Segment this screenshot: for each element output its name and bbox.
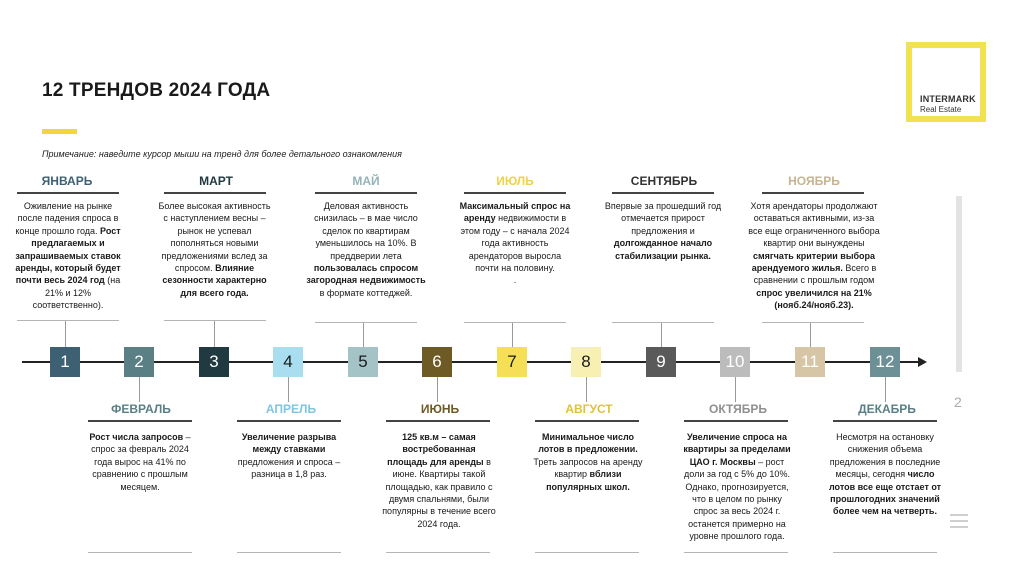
connector-oct — [735, 377, 736, 402]
trend-number: 6 — [432, 352, 442, 371]
underline-jul — [464, 192, 566, 194]
bottomline-oct — [684, 552, 788, 553]
underline-mar — [164, 192, 266, 194]
connector-nov — [810, 322, 811, 347]
trend-box-2[interactable] — [124, 347, 154, 377]
trend-number: 5 — [358, 352, 368, 371]
trend-box-8[interactable] — [571, 347, 601, 377]
connector-apr — [288, 377, 289, 402]
page-title: 12 ТРЕНДОВ 2024 ГОДА — [42, 80, 271, 101]
bottomline-jun — [386, 552, 490, 553]
underline-nov — [762, 192, 864, 194]
bottomline-mar — [164, 320, 266, 321]
month-dec: ДЕКАБРЬ — [858, 402, 916, 416]
connector-jan — [65, 320, 66, 347]
trend-number: 2 — [134, 352, 144, 371]
underline-jun — [386, 420, 490, 422]
connector-aug — [586, 377, 587, 402]
month-feb: ФЕВРАЛЬ — [111, 402, 171, 416]
desc-jan: Оживление на рынке после падения спроса в конце прошло года. Рост предлагаемых и запрашиваемых ставок аренды, который будет почти весь 2024 год (на 21% и 12% соответственно). — [15, 201, 121, 311]
timeline-axis — [22, 361, 920, 363]
trend-box-7[interactable] — [497, 347, 527, 377]
trend-box-6[interactable] — [422, 347, 452, 377]
month-jan: ЯНВАРЬ — [41, 174, 93, 188]
bottomline-apr — [237, 552, 341, 553]
trend-number: 10 — [725, 352, 745, 371]
underline-may — [315, 192, 417, 194]
trend-box-12[interactable] — [870, 347, 900, 377]
desc-jul: Максимальный спрос на аренду недвижимости в этом году – с начала 2024 года активность арендаторов выросла почти на половину. . — [459, 201, 571, 286]
month-jun: ИЮНЬ — [420, 402, 460, 416]
desc-mar: Более высокая активность с наступлением весны – рынок не успевал пополняться новыми предложениями вслед за спросом. Влияние сезонности характерно для всего года. — [158, 201, 271, 298]
month-sep: СЕНТЯБРЬ — [630, 174, 698, 188]
intermark-logo — [906, 42, 986, 122]
month-may: МАЙ — [352, 174, 380, 188]
connector-may — [363, 322, 364, 347]
trend-number: 7 — [507, 352, 517, 371]
trend-box-10[interactable] — [720, 347, 750, 377]
trend-number: 1 — [60, 352, 70, 371]
bottomline-sep — [612, 322, 714, 323]
desc-aug: Минимальное число лотов в предложении. Треть запросов на аренду квартир вблизи популярных школ. — [533, 432, 643, 492]
month-mar: МАРТ — [199, 174, 233, 188]
underline-apr — [237, 420, 341, 422]
bottomline-nov — [762, 322, 864, 323]
bottomline-may — [315, 322, 417, 323]
bottomline-jul — [464, 322, 566, 323]
month-aug: АВГУСТ — [565, 402, 613, 416]
trend-number: 8 — [581, 352, 591, 371]
timeline-arrow-icon — [918, 357, 927, 367]
desc-may: Деловая активность снизилась – в мае число сделок по квартирам уменьшилось на 10%. В преддверии лета пользовалась спросом загородная недвижимость в формате коттеджей. — [306, 201, 426, 298]
underline-oct — [684, 420, 788, 422]
underline-sep — [612, 192, 714, 194]
underline-dec — [833, 420, 937, 422]
trend-box-11[interactable] — [795, 347, 825, 377]
scrollbar[interactable] — [956, 196, 962, 372]
bottomline-jan — [17, 320, 119, 321]
month-jul: ИЮЛЬ — [496, 174, 534, 188]
bottomline-aug — [535, 552, 639, 553]
trend-box-9[interactable] — [646, 347, 676, 377]
logo-line2: Real Estate — [920, 105, 962, 114]
desc-feb: Рост числа запросов – спрос за февраль 2024 года вырос на 41% по сравнению с прошлым месяцем. — [89, 432, 191, 492]
month-apr: АПРЕЛЬ — [265, 402, 317, 416]
menu-icon[interactable] — [950, 514, 968, 532]
connector-jul — [512, 322, 513, 347]
connector-jun — [437, 377, 438, 402]
underline-jan — [17, 192, 119, 194]
page-number: 2 — [954, 394, 962, 410]
underline-aug — [535, 420, 639, 422]
logo-line1: INTERMARK — [920, 94, 976, 104]
trend-number: 4 — [283, 352, 293, 371]
desc-oct: Увеличение спроса на квартиры за пределами ЦАО г. Москвы – рост доли за год с 5% до 10%. Однако, прогнозируется, что в целом по рынку спрос за весь 2024 г. останется примерно на уровне прошлого года. — [683, 432, 791, 542]
desc-apr: Увеличение разрыва между ставками предложения и спроса – разница в 1,8 раз. — [237, 432, 341, 480]
title-accent-bar — [42, 129, 77, 134]
trend-box-5[interactable] — [348, 347, 378, 377]
desc-jun: 125 кв.м – самая востребованная площадь для аренды в июне. Квартиры такой площадью, как правило с двумя спальнями, были популярны в течение всего 2024 года. — [382, 432, 496, 529]
connector-mar — [214, 320, 215, 347]
bottomline-dec — [833, 552, 937, 553]
trend-number: 11 — [801, 352, 819, 371]
trend-box-4[interactable] — [273, 347, 303, 377]
trend-number: 12 — [875, 352, 895, 371]
bottomline-feb — [88, 552, 192, 553]
trend-number: 9 — [656, 352, 666, 371]
desc-nov: Хотя арендаторы продолжают оставаться активными, из-за все еще ограниченного выбора квартир они вынуждены смягчать критерии выбора арендуемого жилья. Всего в сравнении с прошлым годом спрос увеличился на 21% (нояб.24/нояб.23). — [748, 201, 880, 311]
underline-feb — [88, 420, 192, 422]
connector-sep — [661, 322, 662, 347]
desc-sep: Впервые за прошедший год отмечается прирост предложения и долгожданное начало стабилизации рынка. — [604, 201, 722, 261]
month-oct: ОКТЯБРЬ — [708, 402, 767, 416]
hover-note: Примечание: наведите курсор мыши на тренд для более детального ознакомления — [42, 149, 402, 159]
trend-box-1[interactable] — [50, 347, 80, 377]
desc-dec: Несмотря на остановку снижения объема предложения в последние месяцы, сегодня число лотов все еще отстает от прошлогодних значений более чем на четверть. — [828, 432, 942, 517]
connector-feb — [139, 377, 140, 402]
month-nov: НОЯБРЬ — [788, 174, 840, 188]
connector-dec — [885, 377, 886, 402]
trend-box-3[interactable] — [199, 347, 229, 377]
trend-number: 3 — [209, 352, 219, 371]
